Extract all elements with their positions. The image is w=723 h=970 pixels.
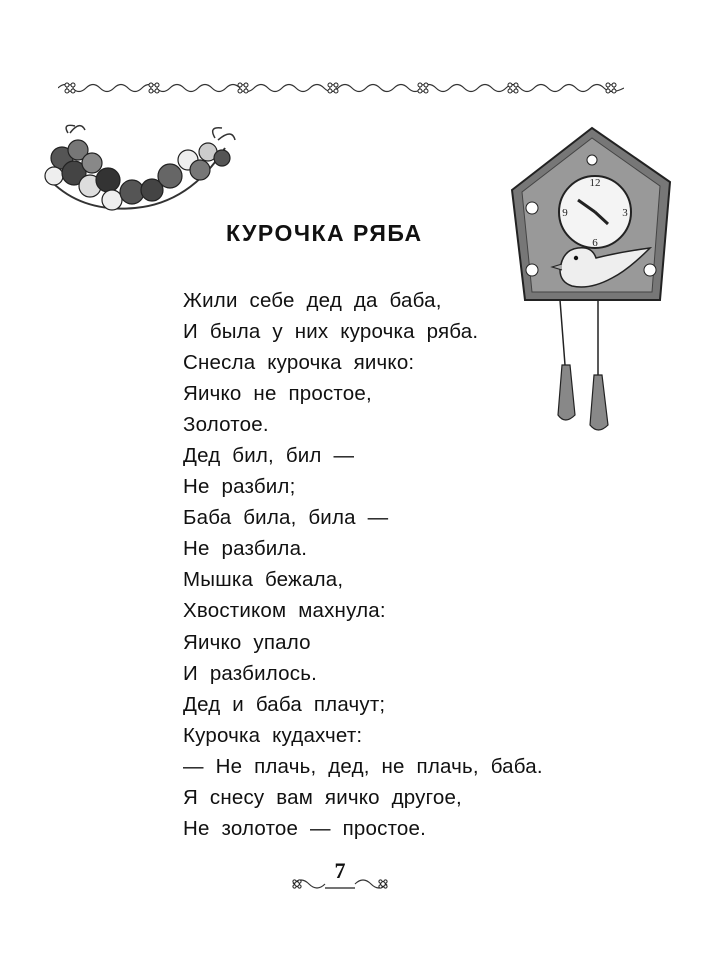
poem-title: КУРОЧКА РЯБА: [226, 220, 423, 246]
page-number: 7: [334, 858, 346, 883]
poem-line: Не разбила.: [183, 537, 308, 561]
poem-line: Не золотое — простое.: [183, 816, 427, 840]
poem-line: Курочка кудахчет:: [183, 723, 363, 747]
poem-line: Яичко не простое,: [183, 382, 372, 406]
poem-line: Баба била, била —: [183, 506, 389, 530]
flower-vine-border-icon: [58, 78, 624, 98]
poem-line: Жили себе дед да баба,: [183, 289, 442, 312]
poem-line: И была у них курочка ряба.: [183, 320, 479, 344]
poem-line: Яичко упало: [183, 630, 311, 654]
poem-line: — Не плачь, дед, не плачь, баба.: [183, 754, 543, 778]
poem-line: Снесла курочка яичко:: [183, 351, 415, 375]
poem-line: Дед и баба плачут;: [183, 692, 386, 716]
berry-branch-icon: [40, 118, 240, 223]
svg-text:12: 12: [589, 177, 601, 189]
poem-line: Золотое.: [183, 413, 269, 437]
poem-text: [183, 285, 543, 844]
svg-text:6: 6: [592, 237, 598, 249]
poem-line: Я снесу вам яичко другое,: [183, 785, 462, 809]
poem-line: Не разбил;: [183, 475, 296, 499]
poem-line: Дед бил, бил —: [183, 444, 355, 468]
poem-line: Хвостиком махнула:: [183, 599, 386, 623]
svg-text:9: 9: [562, 207, 568, 219]
poem-line: Мышка бежала,: [183, 568, 344, 592]
svg-text:3: 3: [622, 207, 628, 219]
poem-line: И разбилось.: [183, 661, 317, 685]
